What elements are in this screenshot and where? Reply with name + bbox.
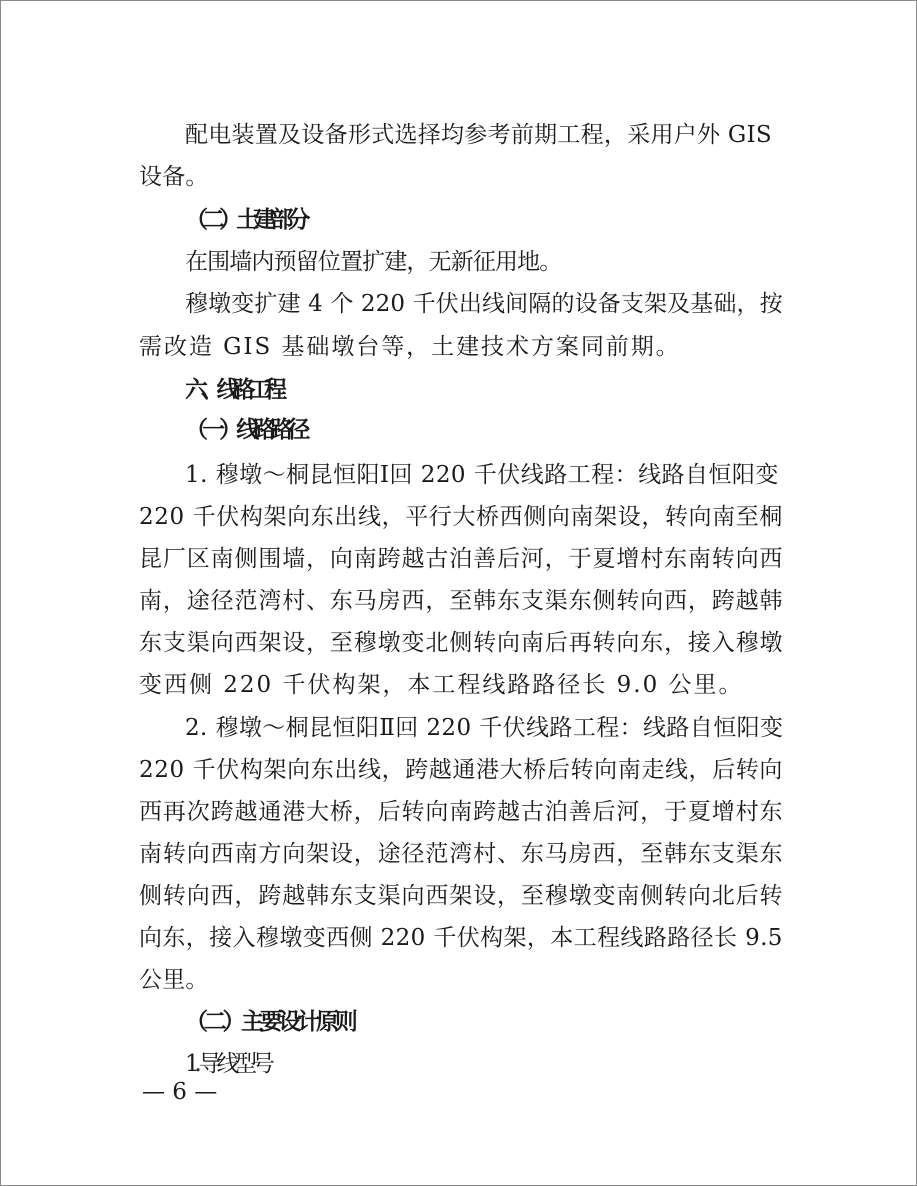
paragraph-line: 设备。 xyxy=(139,164,209,190)
paragraph-line: 东支渠向西架设，至穆墩变北侧转向南后再转向东，接入穆墩 xyxy=(139,630,784,656)
paragraph-line: 在围墙内预留位置扩建，无新征用地。 xyxy=(185,249,562,275)
paragraph-line: 公里。 xyxy=(139,967,209,993)
paragraph-line: 南转向西南方向架设，途径范湾村、东马房西，至韩东支渠东 xyxy=(139,841,784,867)
paragraph-line: 220 千伏构架向东出线，跨越通港大桥后转向南走线，后转向 xyxy=(139,757,784,783)
paragraph-line: 1. 导线型号 xyxy=(185,1051,270,1077)
section-heading: （二）主要设计原则 xyxy=(185,1009,354,1035)
paragraph-line: 2. 穆墩～桐昆恒阳Ⅱ回 220 千伏线路工程：线路自恒阳变 xyxy=(185,715,784,741)
section-heading: 六、线路工程 xyxy=(185,377,281,403)
section-heading: （二）土建部分 xyxy=(185,207,305,233)
paragraph-line: 向东，接入穆墩变西侧 220 千伏构架，本工程线路路径长 9.5 xyxy=(139,925,783,951)
paragraph-line: 需改造 GIS 基础墩台等，土建技术方案同前期。 xyxy=(139,334,681,360)
paragraph-line: 穆墩变扩建 4 个 220 千伏出线间隔的设备支架及基础，按 xyxy=(185,291,783,317)
section-heading: （一）线路路径 xyxy=(185,417,305,443)
paragraph-line: 配电装置及设备形式选择均参考前期工程，采用户外 GIS xyxy=(185,122,772,148)
paragraph-line: 220 千伏构架向东出线，平行大桥西侧向南架设，转向南至桐 xyxy=(139,504,784,530)
paragraph-line: 西再次跨越通港大桥，后转向南跨越古泊善后河，于夏增村东 xyxy=(139,799,784,825)
page-number: — 6 — xyxy=(142,1079,218,1105)
paragraph-line: 南，途径范湾村、东马房西，至韩东支渠东侧转向西，跨越韩 xyxy=(139,588,784,614)
paragraph-line: 变西侧 220 千伏构架，本工程线路路径长 9.0 公里。 xyxy=(139,672,744,698)
paragraph-line: 昆厂区南侧围墙，向南跨越古泊善后河，于夏增村东南转向西 xyxy=(139,546,784,572)
paragraph-line: 侧转向西，跨越韩东支渠向西架设，至穆墩变南侧转向北后转 xyxy=(139,883,784,909)
paragraph-line: 1. 穆墩～桐昆恒阳Ⅰ回 220 千伏线路工程：线路自恒阳变 xyxy=(185,462,779,488)
